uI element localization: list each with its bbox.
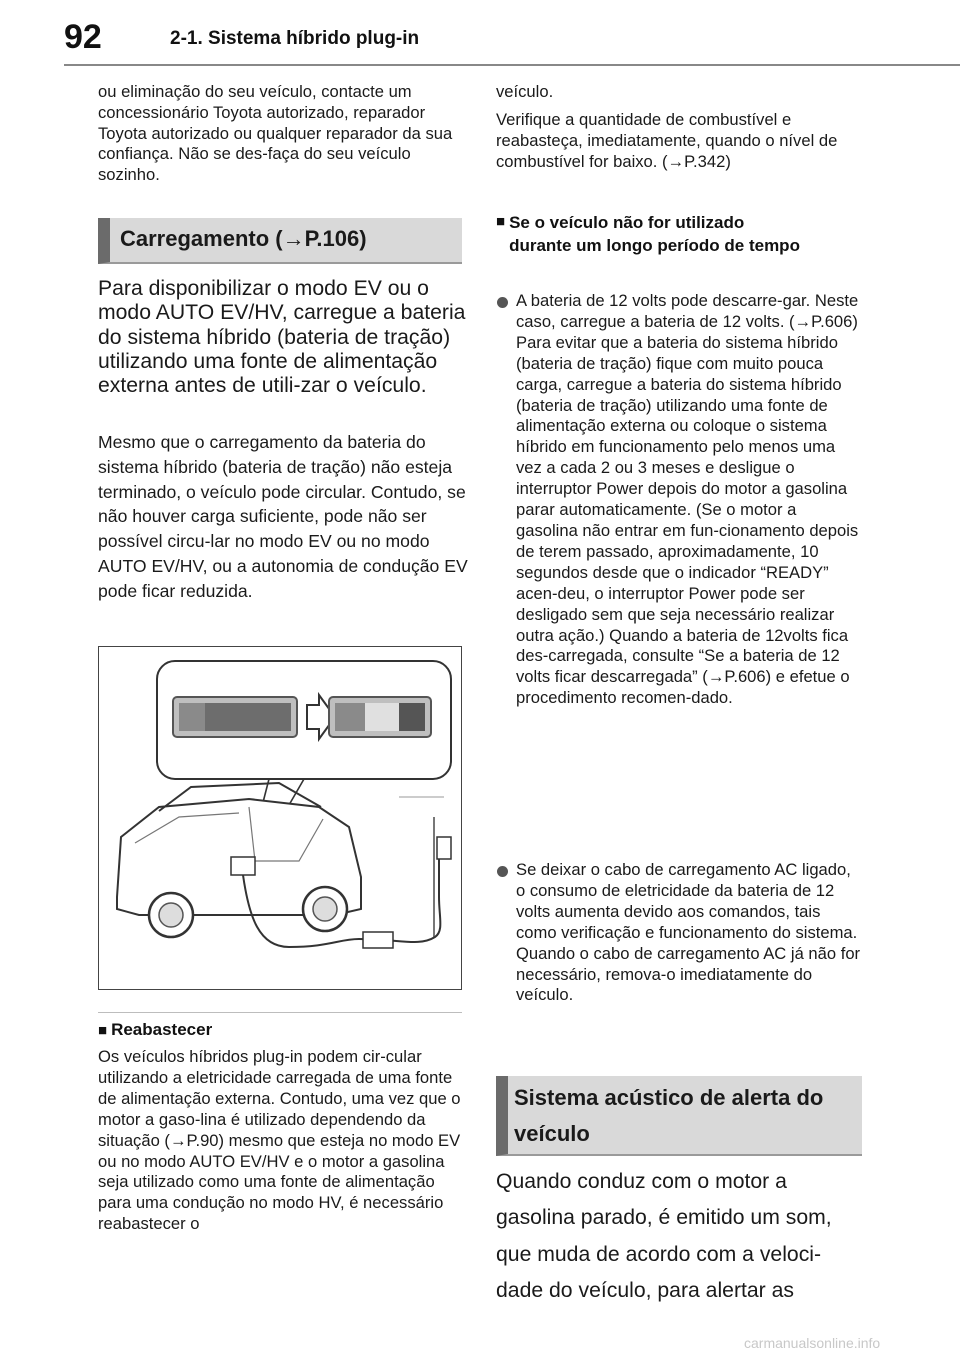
- subhead-long-period: ■ Se o veículo não for utilizado durante um longo período de tempo: [496, 213, 800, 255]
- refuel-continued: veículo.: [496, 82, 554, 101]
- header-divider: [64, 64, 960, 66]
- charging-lead-paragraph: Para disponibilizar o modo EV ou o modo AUTO EV/HV, carregue a bateria do sistema híbrido (bateria de tração) utilizando uma fonte de alimentação externa antes de utili-zar o veículo.: [98, 277, 466, 398]
- ac-cable-bullet-text: Se deixar o cabo de carregamento AC ligado, o consumo de eletricidade da bateria de 12 volts aumenta devido aos comandos, tais como verificação e funcionamento do sistema. Quando o cabo de carregamento AC já não for necessário, remova-o imediatamente do veículo.: [516, 860, 861, 1005]
- gauge-after-seg1: [335, 703, 365, 731]
- section-heading-charging: [98, 218, 462, 264]
- gauge-before-low: [179, 703, 205, 731]
- battery-bullet-text: A bateria de 12 volts pode descarre-gar. Neste caso, carregue a bateria de 12 volts. (→P.606) Para evitar que a bateria do sistema híbrido (bateria de tração) fique com muito pouca carga, carregue a bateria do sistema híbrido (bateria de tração) utilizando uma fonte de alimentação externa ou coloque o sistema híbrido em funcionamento pelo menos uma vez a cada 2 ou 3 meses e desligue o interruptor Power depois do motor a gasolina parar automaticamente. (Se o motor a gasolina não entrar em fun-cionamento depois de terem passado, aproximadamente, 10 segundos desde que o indicador “READY” acen-deu, o interruptor Power pode ser desligado sem que seja necessário realizar outra ação.) Quando a bateria de 12volts fica des-carregada, consulte “Se a bateria de 12 volts ficar descarregada” (→P.606) e efetue o procedimento recomen-dado.: [516, 291, 859, 708]
- fuel-check-paragraph: Verifique a quantidade de combustível e reabasteça, imediatamente, quando o nível de combustível for baixo. (→P.342): [496, 110, 838, 171]
- section-title-charging: Carregamento (→P.106): [120, 226, 367, 251]
- bullet-dot-icon: [497, 297, 508, 308]
- square-bullet-icon: ■: [496, 213, 506, 230]
- car-charging-drawing: [99, 647, 460, 988]
- page-header: [0, 0, 960, 64]
- wall-outlet: [437, 837, 451, 859]
- intro-paragraph: ou eliminação do seu veículo, contacte um concessionário Toyota autorizado, reparador Toyota autorizado ou qualquer reparador da sua confiança. Não se des-faça do seu veículo sozinho.: [98, 82, 453, 185]
- page-number: 92: [64, 18, 102, 56]
- section-title-alert: Sistema acústico de alerta do veículo: [514, 1085, 824, 1146]
- refuel-paragraph: Os veículos híbridos plug-in podem cir-cular utilizando a eletricidade carregada de uma fonte de alimentação externa. Contudo, uma vez que o motor a gaso-lina é utilizado dependendo da situação (→P.90) mesmo que esteja no modo EV ou no modo AUTO EV/HV e o motor a gasolina seja utilizado como uma fonte de alimentação para uma condução no modo HV, é necessário reabastecer o: [98, 1047, 461, 1234]
- alert-lead-paragraph: Quando conduz com o motor a gasolina parado, é emitido um som, que muda de acordo com a veloci-dade do veículo, para alertar as: [496, 1170, 832, 1302]
- gauge-after-seg2: [365, 703, 399, 731]
- gauge-before-empty: [205, 703, 291, 731]
- subhead-refuel: ■ Reabastecer: [98, 1020, 213, 1039]
- square-bullet-icon: ■: [98, 1022, 108, 1039]
- watermark-text: carmanualsonline.info: [744, 1335, 881, 1351]
- charging-illustration: [98, 646, 462, 990]
- gauge-after-seg3: [399, 703, 425, 731]
- cable-control-box: [363, 932, 393, 948]
- charging-detail-paragraph: Mesmo que o carregamento da bateria do sistema híbrido (bateria de tração) não esteja terminado, o veículo pode circular. Contudo, se não houver carga suficiente, pode não ser possível circu-lar no modo EV ou no modo AUTO EV/HV, ou a autonomia de condução EV pode ficar reduzida.: [98, 432, 468, 601]
- divider-line: [98, 1012, 462, 1013]
- bullet-dot-icon: [497, 866, 508, 877]
- charging-port: [231, 857, 255, 875]
- section-heading-alert: [496, 1076, 862, 1156]
- chapter-title: 2-1. Sistema híbrido plug-in: [170, 28, 420, 49]
